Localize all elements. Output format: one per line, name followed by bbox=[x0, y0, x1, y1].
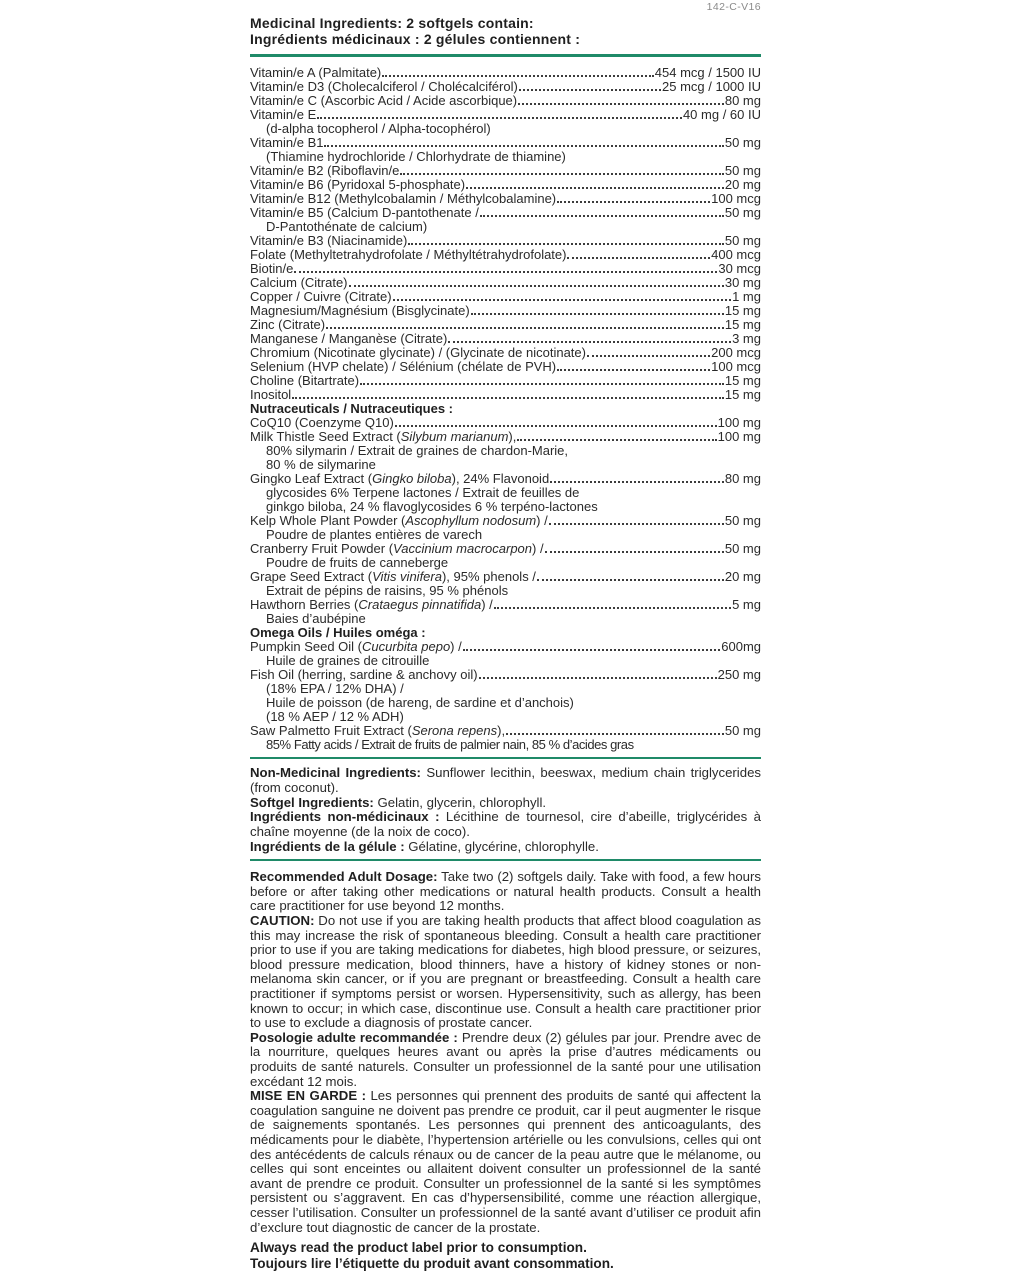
medicinal-heading-en: Medicinal Ingredients: 2 softgels contain: bbox=[250, 15, 534, 31]
ingredient-continuation: ginkgo biloba, 24 % flavoglycosides 6 % terpéno-lactones bbox=[266, 498, 598, 514]
ingredient-row bbox=[250, 290, 761, 304]
ingredient-name: Copper / Cuivre (Citrate) bbox=[250, 288, 392, 304]
ingredient-name: Vitamin/e B5 (Calcium D-pantothenate / bbox=[250, 204, 479, 220]
divider-rule-top bbox=[250, 54, 761, 57]
dotted-leader bbox=[360, 383, 724, 385]
dotted-leader bbox=[557, 201, 710, 203]
ingredient-amount: 40 mg / 60 IU bbox=[682, 106, 761, 122]
dotted-leader bbox=[549, 523, 724, 525]
ingredient-row bbox=[250, 598, 761, 612]
non-medicinal-fr-label: Ingrédients non-médicinaux : bbox=[250, 809, 440, 825]
ingredient-amount: 15 mg bbox=[724, 316, 761, 332]
ingredient-subheading: Nutraceuticals / Nutraceutiques : bbox=[250, 400, 453, 416]
non-medicinal-fr bbox=[250, 810, 761, 840]
dosage-fr-text: Prendre deux (2) gélules par jour. Prendre avec de la nourriture, quelques heures avant ou après la prise d’autres médicaments ou produits de santé naturels. Consulter un professionnel de la santé pour une utilisation excédant 12 mois. bbox=[250, 1029, 762, 1089]
ingredient-name: Hawthorn Berries (Crataegus pinnatifida) / bbox=[250, 596, 493, 612]
ingredient-row bbox=[250, 346, 761, 360]
dosage-fr-label: Posologie adulte recommandée : bbox=[250, 1029, 458, 1045]
ingredient-row bbox=[250, 108, 761, 122]
ingredient-amount: 30 mcg bbox=[718, 260, 761, 276]
medicinal-ingredients-heading bbox=[250, 16, 761, 47]
ingredient-row bbox=[250, 136, 761, 150]
dotted-leader bbox=[317, 117, 682, 119]
ingredient-row bbox=[250, 262, 761, 276]
ingredient-name: Vitamin/e A (Palmitate) bbox=[250, 64, 382, 80]
softgel-fr-text: Gélatine, glycérine, chlorophylle. bbox=[404, 838, 599, 854]
ingredient-name: Manganese / Manganèse (Citrate) bbox=[250, 330, 448, 346]
ingredient-continuation: D-Pantothénate de calcium) bbox=[266, 218, 428, 234]
ingredient-amount: 50 mg bbox=[724, 162, 761, 178]
ingredient-name: Folate (Methyltetrahydrofolate / Méthyltétrahydrofolate) bbox=[250, 246, 567, 262]
dotted-leader bbox=[557, 369, 710, 371]
dotted-leader bbox=[393, 299, 731, 301]
dotted-leader bbox=[349, 285, 724, 287]
ingredient-name: Vitamin/e B3 (Niacinamide) bbox=[250, 232, 408, 248]
footer-warning bbox=[250, 1240, 761, 1272]
ingredient-row bbox=[250, 66, 761, 80]
ingredient-amount: 80 mg bbox=[724, 92, 761, 108]
ingredient-name: Calcium (Citrate) bbox=[250, 274, 348, 290]
softgel-en-label: Softgel Ingredients: bbox=[250, 794, 374, 810]
ingredient-amount: 50 mg bbox=[724, 204, 761, 220]
ingredient-row bbox=[250, 514, 761, 528]
ingredient-row bbox=[250, 80, 761, 94]
caution-fr-text: Les personnes qui prennent des produits de santé qui affectent la coagulation sanguine ne doivent pas prendre ce produit, car il peut augmenter le risque de saignements spontanés. Les personnes qui prennent des anticoagulants, des médicaments pour le diabète, l’hypertension artérielle ou les convulsions, celles qui ont des antécédents de calculs rénaux ou de cancer de la peau autre que le mélanome, ou celles qui sont enceintes ou allaitent doivent consulter un professionnel de la santé avant de prendre ce produit. Consulter un professionnel de la santé si les symptômes persistent ou s’aggravent. En cas d’hypersensibilité, comme une réaction allergique, cesser l’utilisation. Consulter un professionnel de la santé avant d’utiliser ce produit afin d’exclure tout diagnostic de cancer de la prostate. bbox=[250, 1088, 761, 1235]
recommended-dosage-fr bbox=[250, 1031, 761, 1089]
ingredient-continuation: (Thiamine hydrochloride / Chlorhydrate de thiamine) bbox=[266, 148, 566, 164]
ingredient-amount: 30 mg bbox=[724, 274, 761, 290]
ingredient-name: Fish Oil (herring, sardine & anchovy oil) bbox=[250, 666, 478, 682]
softgel-en-text: Gelatin, glycerin, chlorophyll. bbox=[373, 794, 547, 810]
ingredient-amount: 200 mcg bbox=[711, 344, 761, 360]
ingredient-row bbox=[250, 206, 761, 220]
dotted-leader bbox=[471, 313, 724, 315]
dotted-leader bbox=[448, 341, 731, 343]
dotted-leader bbox=[518, 103, 724, 105]
dotted-leader bbox=[567, 257, 710, 259]
ingredient-continuation: Extrait de pépins de raisins, 95 % phénols bbox=[266, 582, 509, 598]
ingredient-row bbox=[250, 234, 761, 248]
non-medicinal-fr-text: Lécithine de tournesol, cire d’abeille, triglycérides à chaîne moyenne (de la noix de coco). bbox=[250, 809, 761, 840]
ingredient-amount: 50 mg bbox=[724, 512, 761, 528]
dotted-leader bbox=[395, 425, 717, 427]
ingredient-name: Vitamin/e B6 (Pyridoxal 5-phosphate) bbox=[250, 176, 466, 192]
ingredient-name: Selenium (HVP chelate) / Sélénium (chélate de PVH) bbox=[250, 358, 557, 374]
divider-rule-bottom bbox=[250, 859, 761, 862]
ingredient-row bbox=[250, 332, 761, 346]
ingredient-amount: 3 mg bbox=[732, 330, 761, 346]
ingredient-row bbox=[250, 570, 761, 584]
ingredient-continuation: Huile de graines de citrouille bbox=[266, 652, 430, 668]
ingredient-amount: 50 mg bbox=[724, 134, 761, 150]
ingredient-amount: 20 mg bbox=[724, 176, 761, 192]
dotted-leader bbox=[479, 677, 717, 679]
footer-warning-en: Always read the product label prior to consumption. bbox=[250, 1240, 587, 1256]
ingredient-amount: 100 mg bbox=[717, 414, 761, 430]
medicinal-heading-fr: Ingrédients médicinaux : 2 gélules contiennent : bbox=[250, 30, 581, 47]
ingredient-name: Vitamin/e D3 (Cholecalciferol / Cholécalciférol) bbox=[250, 78, 518, 94]
ingredient-amount: 20 mg bbox=[724, 568, 761, 584]
ingredient-name: Saw Palmetto Fruit Extract (Serona repens), bbox=[250, 722, 506, 738]
dotted-leader bbox=[506, 733, 724, 735]
ingredient-name: Inositol bbox=[250, 386, 292, 402]
non-medicinal-en bbox=[250, 766, 761, 796]
ingredient-row bbox=[250, 388, 761, 402]
ingredient-continuation: 80 % de silymarine bbox=[266, 456, 376, 472]
ingredient-name: Milk Thistle Seed Extract (Silybum marianum), bbox=[250, 428, 517, 444]
non-medicinal-en-label: Non-Medicinal Ingredients: bbox=[250, 765, 421, 780]
footer-warning-fr: Toujours lire l’étiquette du produit avant consommation. bbox=[250, 1256, 614, 1272]
ingredient-row bbox=[250, 192, 761, 206]
dotted-leader bbox=[466, 187, 724, 189]
ingredient-name: Grape Seed Extract (Vitis vinifera), 95% phenols / bbox=[250, 568, 536, 584]
ingredient-continuation: Poudre de fruits de canneberge bbox=[266, 554, 449, 570]
ingredient-name: Biotin/e bbox=[250, 260, 294, 276]
ingredient-amount: 15 mg bbox=[724, 302, 761, 318]
caution-fr bbox=[250, 1089, 761, 1235]
dotted-leader bbox=[537, 579, 724, 581]
dotted-leader bbox=[550, 481, 724, 483]
ingredient-name: Vitamin/e B12 (Methylcobalamin / Méthylcobalamine) bbox=[250, 190, 557, 206]
ingredient-amount: 15 mg bbox=[724, 372, 761, 388]
ingredient-name: Vitamin/e E bbox=[250, 106, 317, 122]
dotted-leader bbox=[480, 215, 724, 217]
ingredient-continuation: (18 % AEP / 12 % ADH) bbox=[266, 708, 404, 724]
ingredient-row bbox=[250, 430, 761, 444]
ingredient-amount: 5 mg bbox=[732, 596, 761, 612]
ingredient-continuation: 80% silymarin / Extrait de graines de chardon-Marie, bbox=[266, 442, 569, 458]
ingredient-amount: 400 mcg bbox=[711, 246, 761, 262]
recommended-dosage-en bbox=[250, 870, 761, 914]
ingredient-continuation: 85% Fatty acids / Extrait de fruits de palmier nain, 85 % d’acides gras bbox=[266, 736, 634, 752]
ingredient-row bbox=[250, 94, 761, 108]
ingredient-row bbox=[250, 472, 761, 486]
ingredient-row bbox=[250, 542, 761, 556]
softgel-ingredients-fr bbox=[250, 840, 761, 855]
ingredient-name: Choline (Bitartrate) bbox=[250, 372, 360, 388]
ingredient-amount: 100 mcg bbox=[711, 358, 761, 374]
ingredient-row bbox=[250, 178, 761, 192]
ingredient-amount: 25 mcg / 1000 IU bbox=[662, 78, 761, 94]
ingredient-amount: 50 mg bbox=[724, 232, 761, 248]
caution-en-label: CAUTION: bbox=[250, 913, 315, 929]
ingredient-continuation: Poudre de plantes entières de varech bbox=[266, 526, 483, 542]
ingredient-amount: 600mg bbox=[721, 638, 761, 654]
ingredient-name: Pumpkin Seed Oil (Cucurbita pepo) / bbox=[250, 638, 462, 654]
softgel-fr-label: Ingrédients de la gélule : bbox=[250, 838, 405, 854]
ingredient-amount: 100 mg bbox=[717, 428, 761, 444]
dotted-leader bbox=[545, 551, 724, 553]
dotted-leader bbox=[400, 173, 724, 175]
dotted-leader bbox=[519, 89, 661, 91]
dotted-leader bbox=[382, 75, 654, 77]
non-medicinal-section bbox=[250, 766, 761, 855]
ingredient-continuation: (d-alpha tocopherol / Alpha-tocophérol) bbox=[266, 120, 491, 136]
caution-fr-label: MISE EN GARDE : bbox=[250, 1088, 366, 1104]
ingredient-name: CoQ10 (Coenzyme Q10) bbox=[250, 414, 394, 430]
ingredient-amount: 50 mg bbox=[724, 722, 761, 738]
dotted-leader bbox=[494, 607, 731, 609]
ingredient-row bbox=[250, 668, 761, 682]
ingredient-amount: 100 mcg bbox=[711, 190, 761, 206]
ingredient-name: Vitamin/e C (Ascorbic Acid / Acide ascorbique) bbox=[250, 92, 518, 108]
ingredient-row bbox=[250, 640, 761, 654]
dotted-leader bbox=[292, 397, 724, 399]
ingredient-row bbox=[250, 164, 761, 178]
dotted-leader bbox=[294, 271, 717, 273]
caution-en-text: Do not use if you are taking health products that affect blood coagulation as this may increase the risk of spontaneous bleeding. Consult a health care practitioner prior to use if you are taking medications for diabetes, high blood pressure, or seizures, blood pressure medication, blood thinners, have a history of kidney stones or non-melanoma skin cancer, or if you are pregnant or breastfeeding. Consult a health care practitioner if symptoms persist or worsen. Hypersensitivity, such as allergy, has been known to occur; in which case, discontinue use. Consult a health care practitioner prior to use to exclude a diagnosis of prostate cancer. bbox=[250, 913, 761, 1031]
ingredient-name: Zinc (Citrate) bbox=[250, 316, 326, 332]
ingredient-name: Gingko Leaf Extract (Gingko biloba), 24% Flavonoid bbox=[250, 470, 550, 486]
non-medicinal-en-text: Sunflower lecithin, beeswax, medium chain triglycerides (from coconut). bbox=[250, 765, 761, 795]
ingredient-amount: 454 mcg / 1500 IU bbox=[654, 64, 761, 80]
ingredient-row bbox=[250, 248, 761, 262]
dotted-leader bbox=[324, 145, 723, 147]
ingredient-name: Kelp Whole Plant Powder (Ascophyllum nodosum) / bbox=[250, 512, 548, 528]
label-content bbox=[250, 2, 761, 1272]
dotted-leader bbox=[326, 327, 724, 329]
dotted-leader bbox=[408, 243, 724, 245]
ingredient-row bbox=[250, 374, 761, 388]
caution-en bbox=[250, 914, 761, 1031]
dosage-en-label: Recommended Adult Dosage: bbox=[250, 869, 438, 885]
divider-rule-middle bbox=[250, 757, 761, 760]
dotted-leader bbox=[463, 649, 721, 651]
ingredient-continuation: Baies d’aubépine bbox=[266, 610, 366, 626]
ingredient-continuation: (18% EPA / 12% DHA) / bbox=[266, 680, 404, 696]
dosage-section bbox=[250, 870, 761, 1235]
dosage-en-text: Take two (2) softgels daily. Take with food, a few hours before or after taking other medications or natural health products. Consult a health care practitioner for use beyond 12 months. bbox=[250, 869, 761, 914]
ingredient-continuation: glycosides 6% Terpene lactones / Extrait de feuilles de bbox=[266, 484, 580, 500]
ingredient-name: Magnesium/Magnésium (Bisglycinate) bbox=[250, 302, 470, 318]
ingredient-name: Chromium (Nicotinate glycinate) / (Glycinate de nicotinate) bbox=[250, 344, 586, 360]
ingredient-amount: 250 mg bbox=[717, 666, 761, 682]
ingredient-amount: 1 mg bbox=[732, 288, 761, 304]
ingredient-row bbox=[250, 304, 761, 318]
ingredient-continuation: Huile de poisson (de hareng, de sardine et d’anchois) bbox=[266, 694, 574, 710]
ingredient-name: Cranberry Fruit Powder (Vaccinium macrocarpon) / bbox=[250, 540, 544, 556]
ingredient-row bbox=[250, 724, 761, 738]
ingredient-amount: 80 mg bbox=[724, 470, 761, 486]
ingredient-row bbox=[250, 416, 761, 430]
ingredient-row bbox=[250, 360, 761, 374]
lot-code: 142-C-V16 bbox=[706, 1, 761, 13]
softgel-ingredients-en bbox=[250, 796, 761, 811]
ingredient-amount: 50 mg bbox=[724, 540, 761, 556]
ingredient-row bbox=[250, 276, 761, 290]
ingredient-subheading: Omega Oils / Huiles oméga : bbox=[250, 624, 426, 640]
ingredient-list bbox=[250, 66, 761, 752]
ingredient-amount: 15 mg bbox=[724, 386, 761, 402]
ingredient-name: Vitamin/e B2 (Riboflavin/e bbox=[250, 162, 400, 178]
dotted-leader bbox=[587, 355, 710, 357]
ingredient-row bbox=[250, 318, 761, 332]
ingredient-name: Vitamin/e B1 bbox=[250, 134, 324, 150]
dotted-leader bbox=[517, 439, 716, 441]
